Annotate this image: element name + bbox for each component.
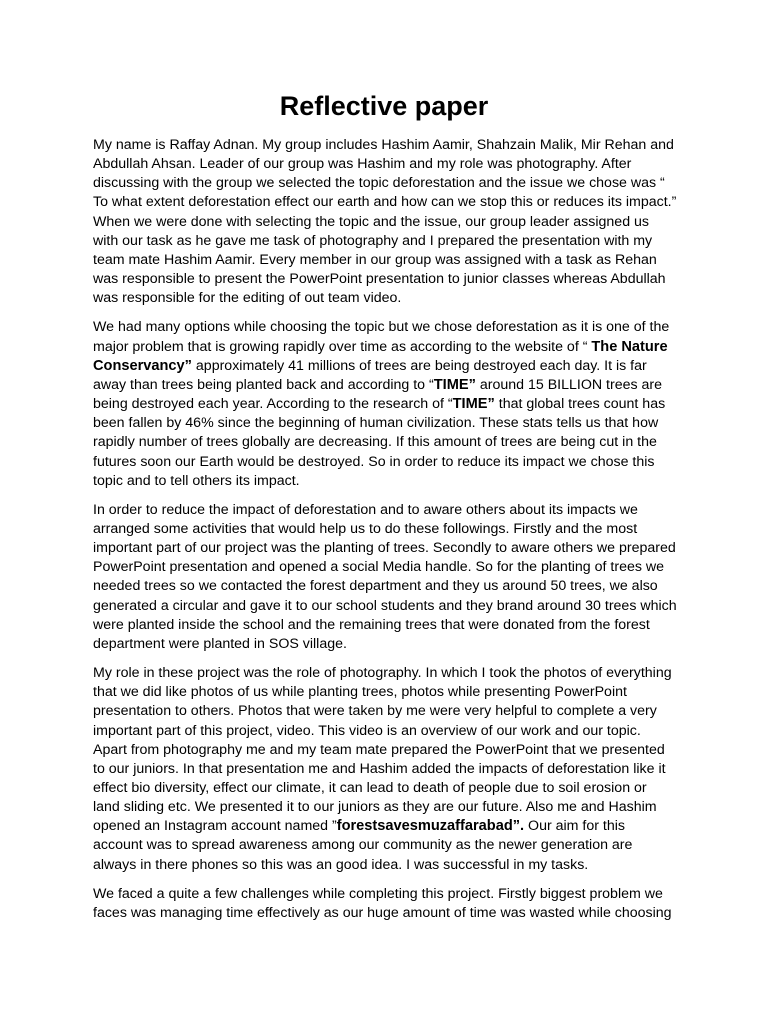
paragraph-introduction — [93, 136, 677, 308]
text-run: In order to reduce the impact of deforestation and to aware others about its impacts we arranged some activities that would help us to do these followings. Firstly and the most important part of our project was the planting of trees. Secondly to aware others we prepared PowerPoint presentation and opened a social Media handle. So for the planting of trees we needed trees so we contacted the forest department and they us around 50 trees, we also generated a circular and gave it to our school students and they brand around 30 trees which were planted inside the school and the remaining trees that were donated from the forest department were planted in SOS village. — [93, 501, 677, 652]
text-run: We faced a quite a few challenges while completing this project. Firstly biggest problem we faces was managing time effectively as our huge amount of time was wasted while choosing — [93, 885, 672, 921]
source-name-nature-conservancy: The Nature Conservancy” — [93, 338, 668, 374]
text-run: We had many options while choosing the topic but we chose deforestation as it is one of the major problem that is growing rapidly over time as according to the website of “ — [93, 319, 670, 355]
text-run: around 15 BILLION trees are being destroyed each year. According to the research of “ — [93, 376, 663, 413]
text-run: My name is Raffay Adnan. My group includes Hashim Aamir, Shahzain Malik, Mir Rehan and Abdullah Ahsan. Leader of our group was Hashim and my role was photography. After discussing with the group we selected the topic deforestation and the issue we chose was “ To what extent deforestation effect our earth and how can we stop this or reduces its impact.” When we were done with selecting the topic and the issue, our group leader assigned us with our task as he gave me task of photography and I prepared the presentation with my team mate Hashim Aamir. Every member in our group was assigned with a task as Rehan was responsible to present the PowerPoint presentation to junior classes whereas Abdullah was responsible for the editing of out team video. — [93, 137, 677, 307]
text-run: approximately 41 millions of trees are being destroyed each day. It is far away than trees being planted back and according to “ — [93, 357, 647, 393]
page-title: Reflective paper — [279, 91, 489, 121]
text-run: that global trees count has been fallen by 46% since the beginning of human civilization. These stats tells us that how rapidly number of trees globally are decreasing. If this amount of trees are being cut in the futures soon our Earth would be destroyed. So in order to reduce its impact we chose this topic and to tell others its impact. — [93, 396, 666, 489]
text-run: My role in these project was the role of photography. In which I took the photos of everything that we did like photos of us while planting trees, photos while presenting PowerPoint presentation to others. Photos that were taken by me were very helpful to complete a very important part of this project, video. This video is an overview of our work and our topic. Apart from photography me and my team mate prepared the PowerPoint that we presented to our juniors. In that presentation me and Hashim added the impacts of deforestation like it effect bio diversity, effect our climate, it can lead to death of people due to soil erosion or land sliding etc. We presented it to our juniors as they are our future. Also me and Hashim opened an Instagram account named ” — [93, 665, 672, 835]
document-body — [93, 136, 677, 933]
paragraph-challenges — [93, 885, 677, 923]
text-run: Our aim for this account was to spread awareness among our community as the newer generation are always in there phones so this was an good idea. I was successful in my tasks. — [93, 818, 633, 873]
instagram-account-name: forestsavesmuzaffarabad”. — [336, 818, 525, 835]
paragraph-activities — [93, 501, 677, 654]
source-name-time-2: TIME” — [452, 396, 495, 413]
paragraph-role — [93, 664, 677, 875]
source-name-time: TIME” — [433, 376, 476, 393]
paragraph-topic-reason — [93, 318, 677, 490]
